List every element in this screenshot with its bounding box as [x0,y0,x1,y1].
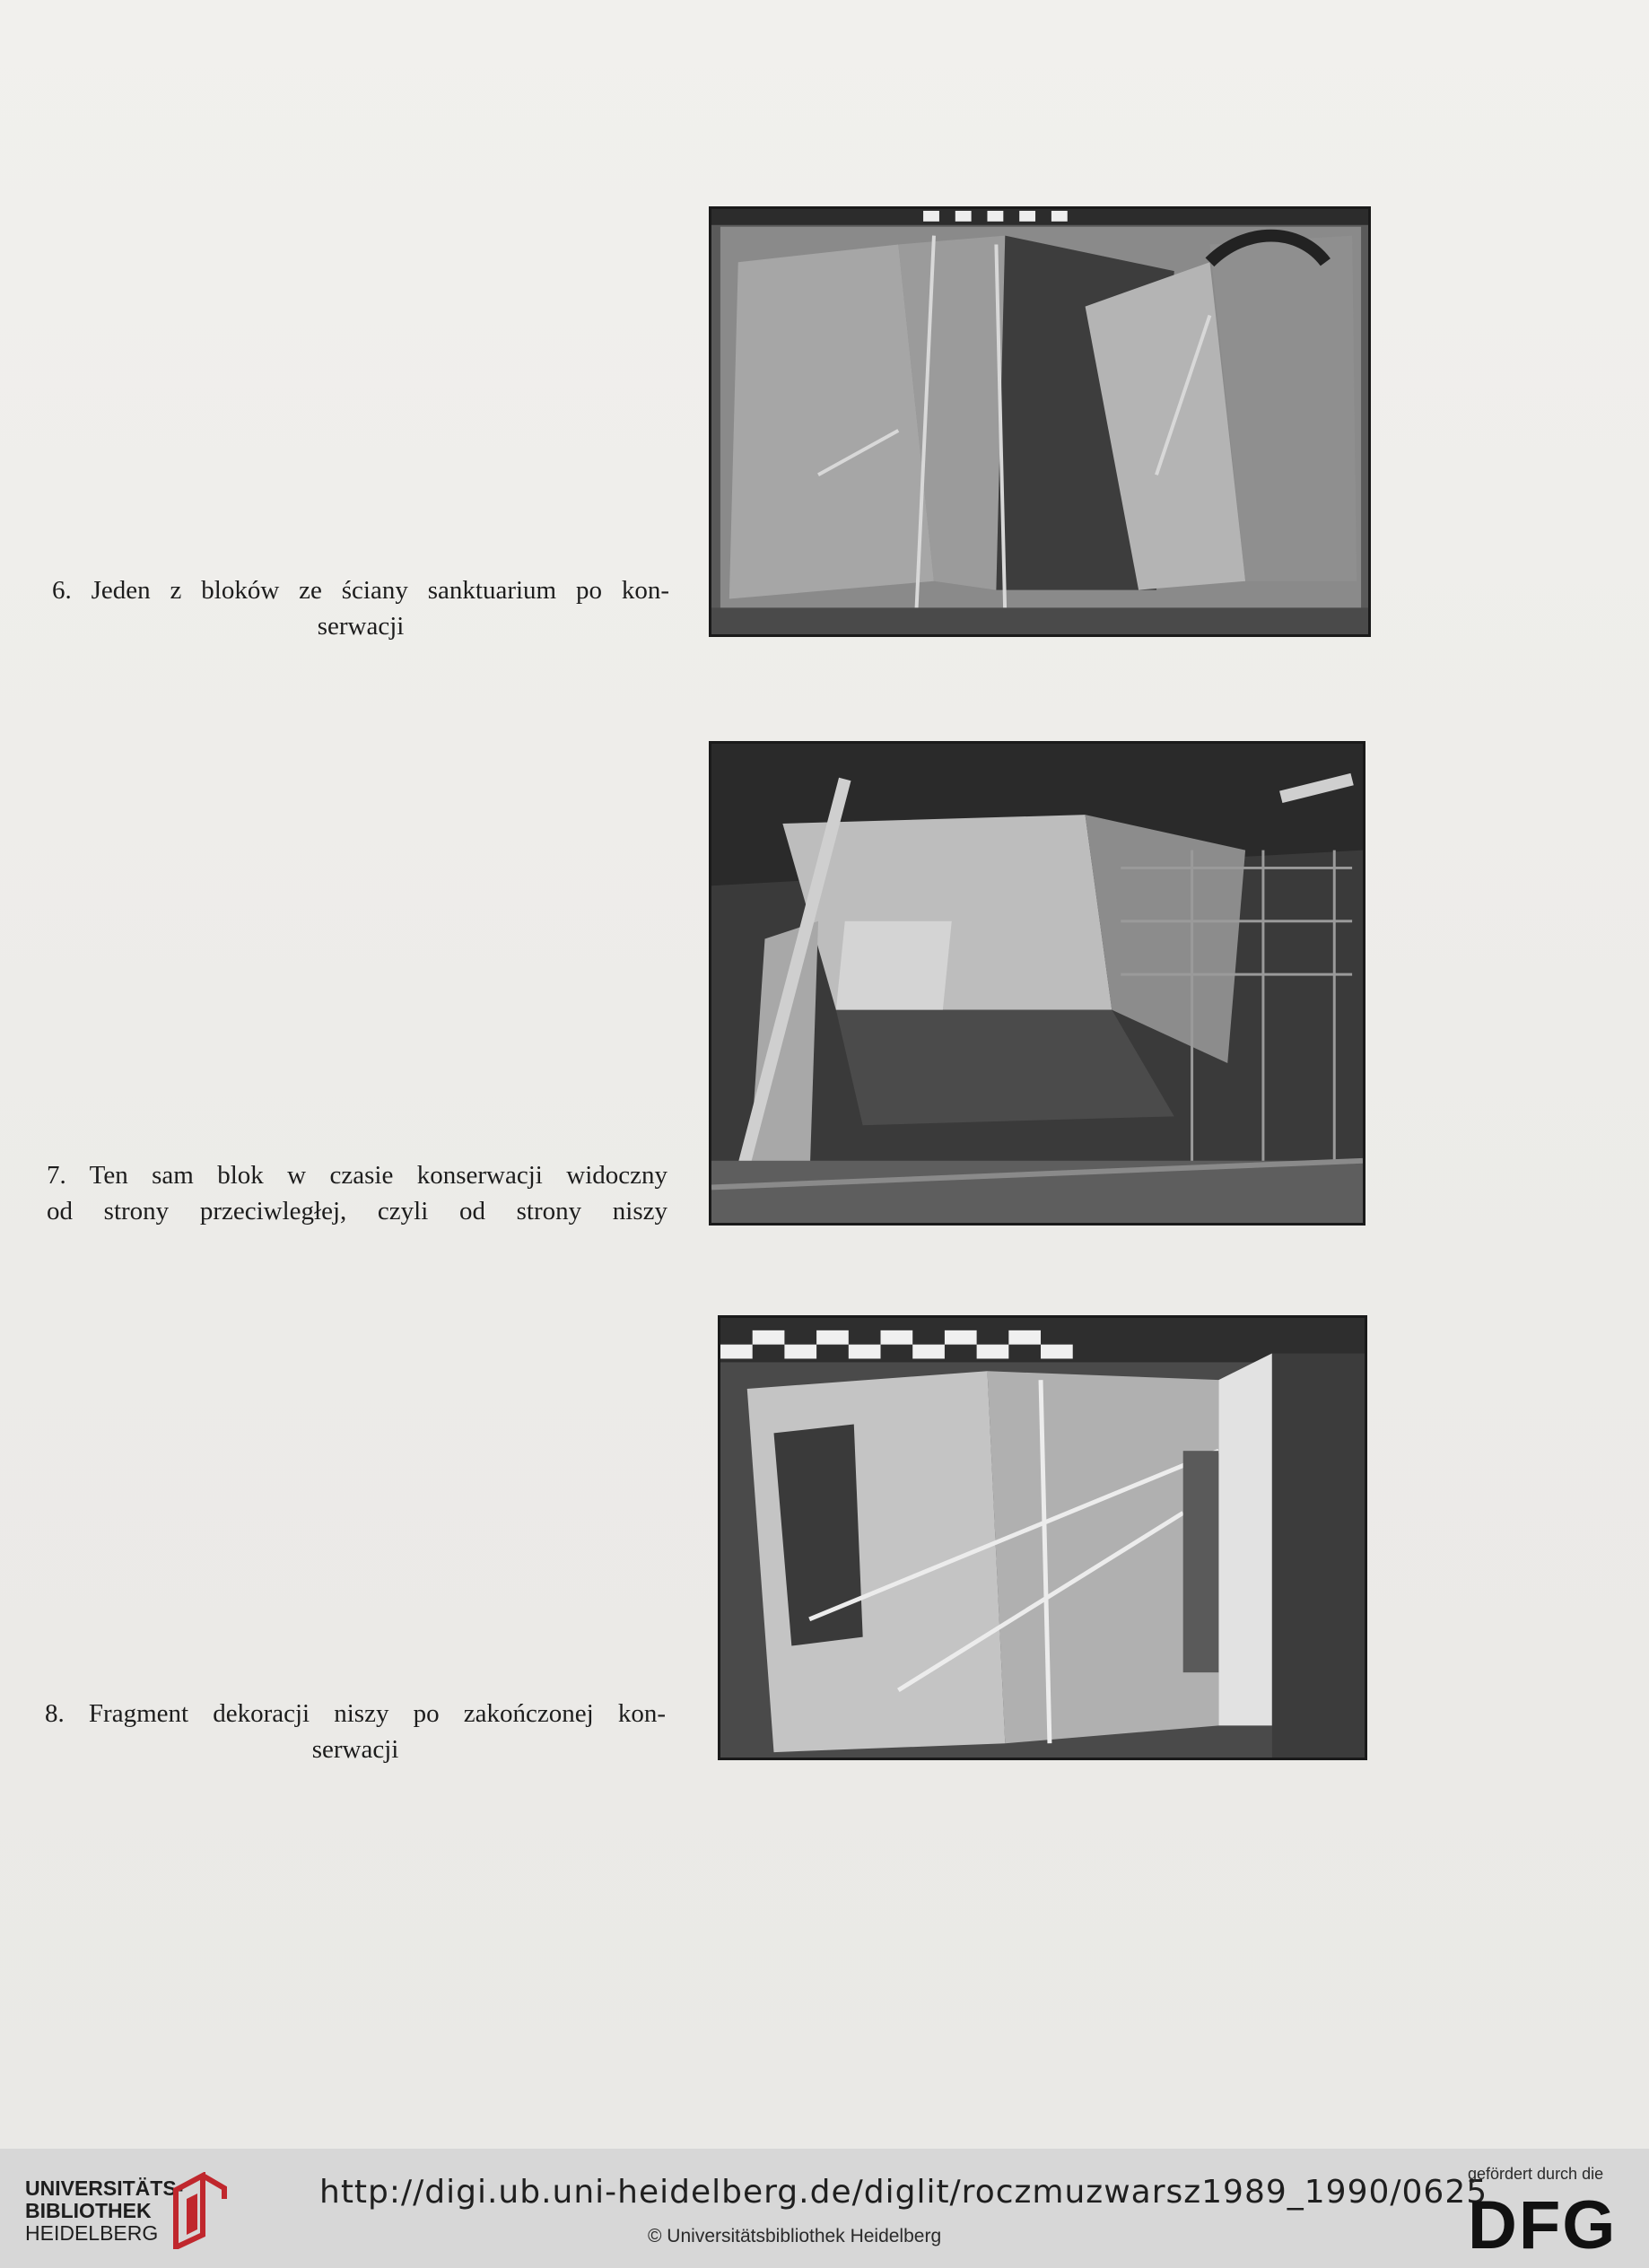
figure-8-text-1: Fragment dekoracji niszy po zakończonej kon- [88,1699,666,1728]
figure-7-photo [709,741,1365,1226]
figure-8-number: 8. [45,1699,65,1728]
figure-7-caption-line1 [47,1157,667,1193]
figure-6-text-1: Jeden z bloków ze ściany sanktuarium po kon- [91,576,669,605]
library-name-line3: HEIDELBERG [25,2221,159,2245]
figure-8-caption [45,1696,666,1767]
funding-note: gefördert durch die [1468,2165,1604,2183]
copyright-text: © Universitätsbibliothek Heidelberg [648,2226,942,2246]
figure-6-caption-line2: serwacji [317,612,405,641]
figure-7-number: 7. [47,1161,66,1190]
figure-6-caption-line1 [52,572,669,608]
digitization-footer [0,2149,1649,2268]
figure-8-photo [718,1315,1367,1760]
library-name-line1: UNIVERSITÄTS- [25,2176,184,2200]
figure-6-photo [709,206,1371,637]
library-name-line2: BIBLIOTHEK [25,2199,152,2222]
figure-7-text-1: Ten sam blok w czasie konserwacji widoczny [89,1161,668,1190]
dfg-logo: DFG [1468,2187,1618,2264]
figure-6-caption [52,572,669,644]
figure-8-caption-line2: serwacji [311,1735,399,1764]
library-emblem-icon [167,2172,230,2249]
figure-6-number: 6. [52,576,72,605]
figure-7-caption [47,1157,667,1229]
figure-8-caption-line1 [45,1696,666,1732]
page-url-link[interactable]: http://digi.ub.uni-heidelberg.de/diglit/roczmuzwarsz1989_1990/0625 [319,2174,1488,2211]
library-name [25,2177,183,2245]
figure-7-caption-line2: od strony przeciwległej, czyli od strony niszy [47,1197,667,1226]
